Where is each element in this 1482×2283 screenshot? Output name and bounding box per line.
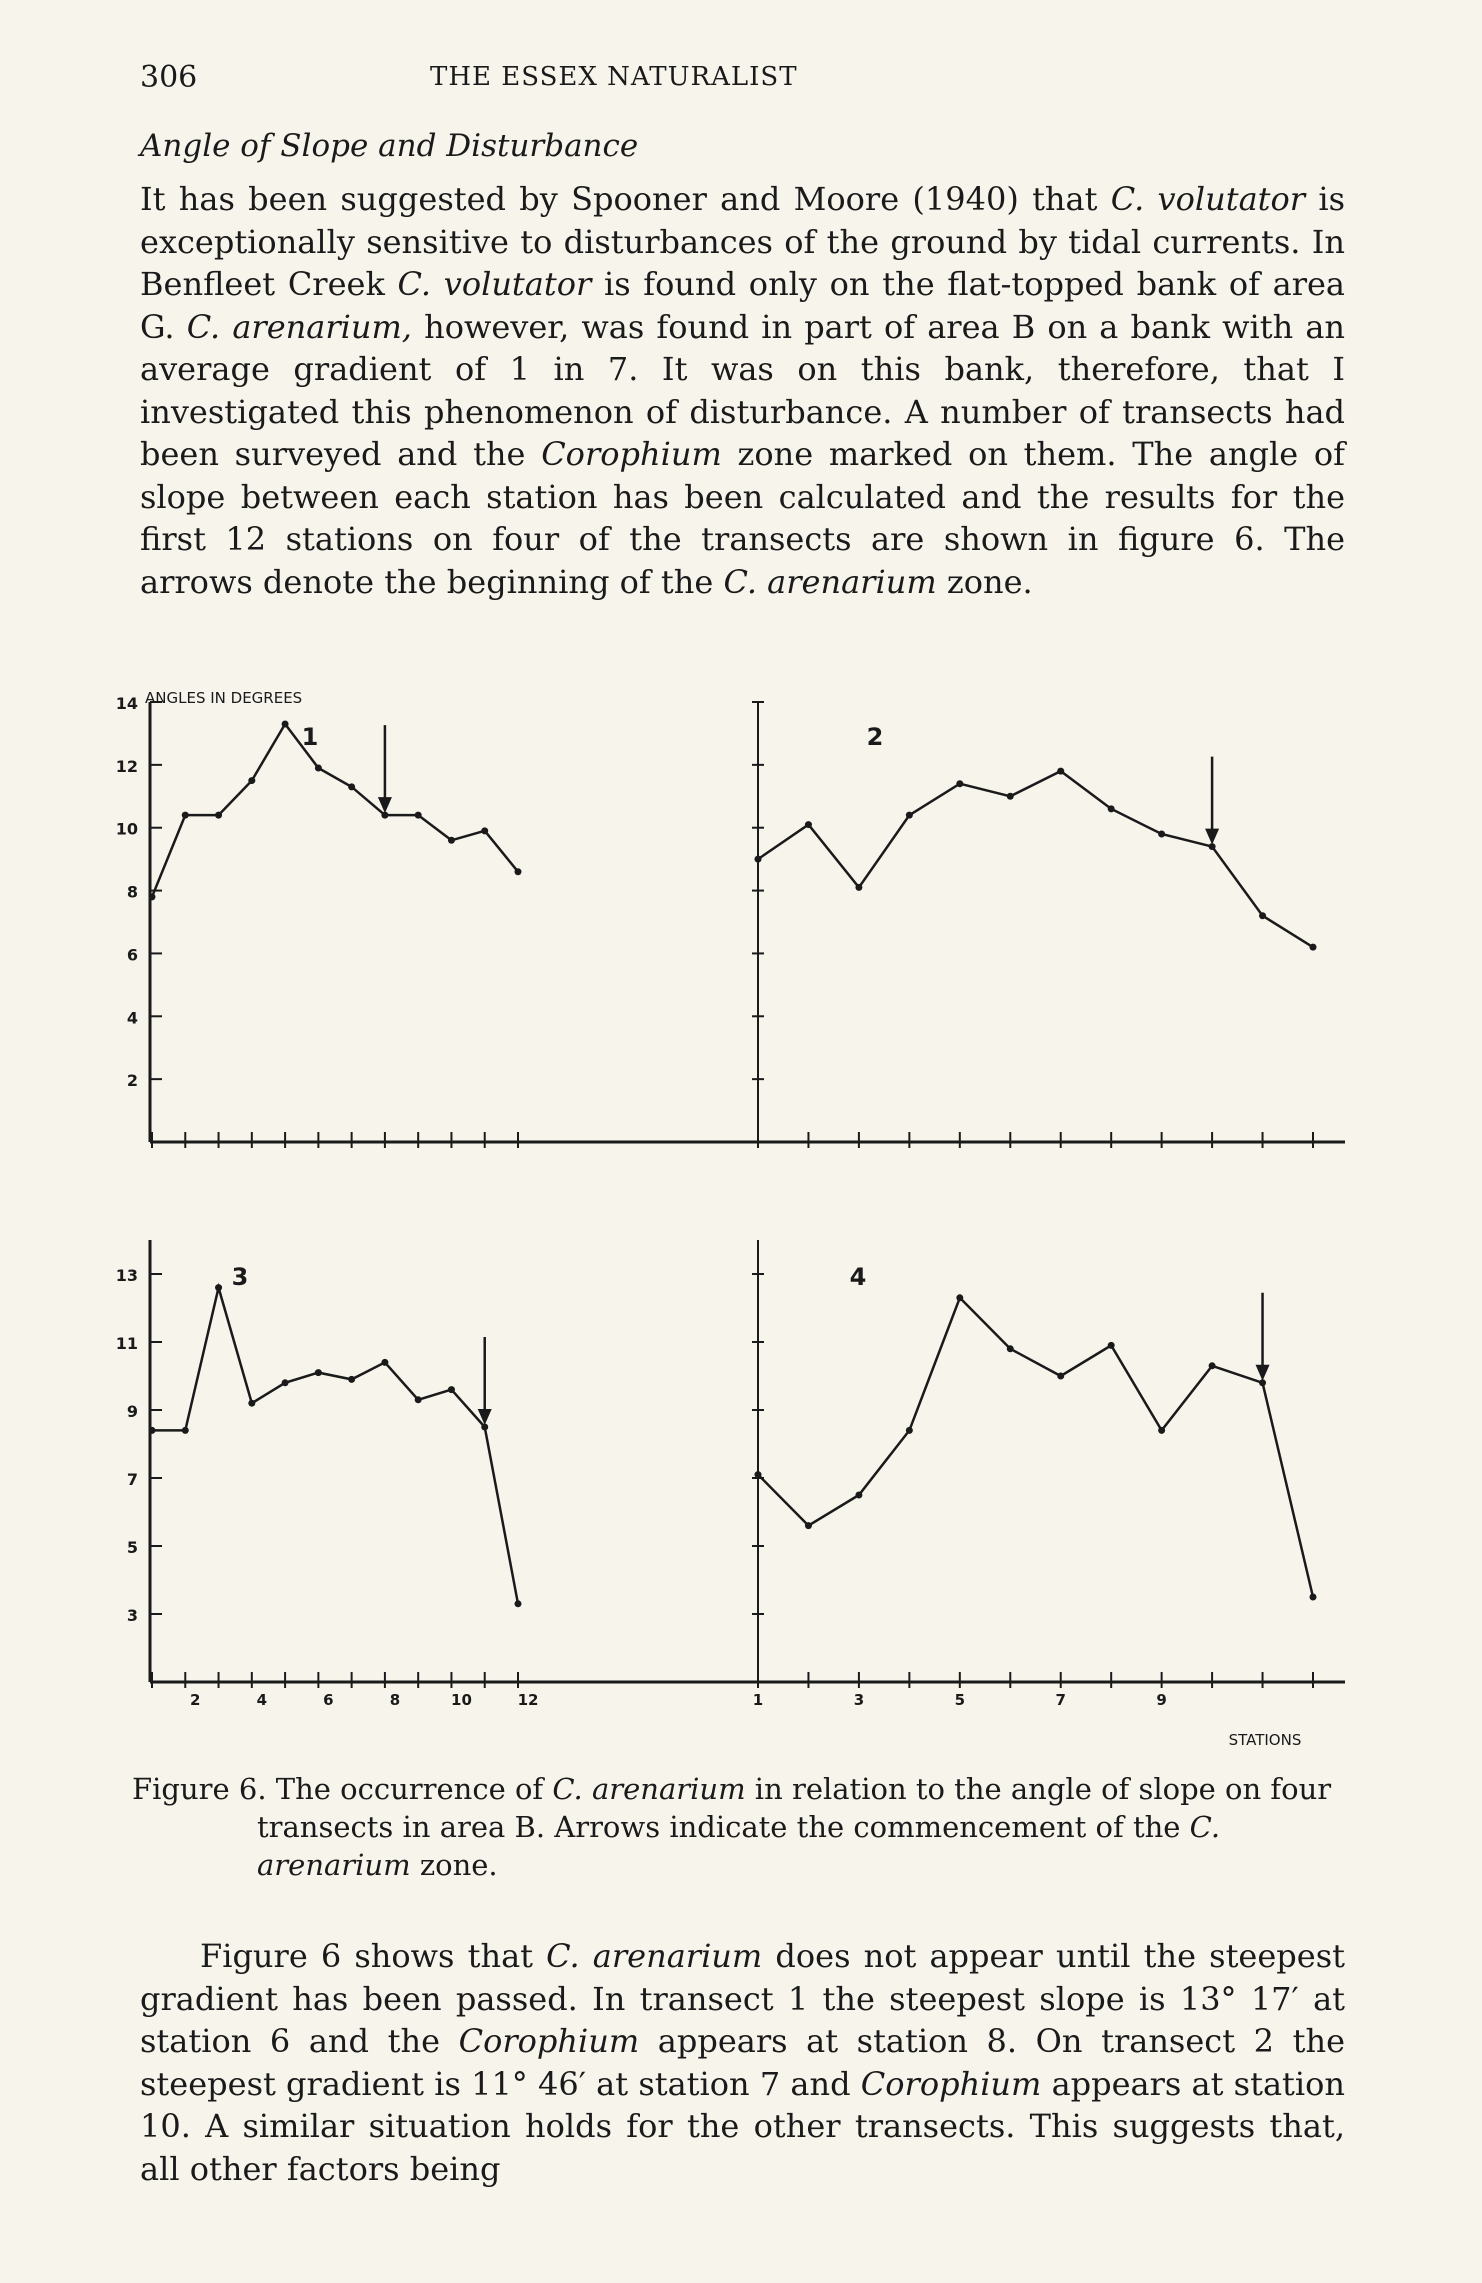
panel-label-1: 1 bbox=[301, 723, 319, 751]
text-run: appears at station 10. A similar situation holds for the other transects. This suggests that, all other factors being bbox=[140, 2064, 1346, 2188]
x-tick-label: 10 bbox=[451, 1691, 472, 1709]
text-run: C. volutator bbox=[1110, 180, 1306, 218]
transect-4-point bbox=[956, 1294, 963, 1301]
figure-caption bbox=[132, 1770, 1347, 1884]
text-run: Figure 6 shows that bbox=[200, 1937, 547, 1975]
text-run: C. arenarium bbox=[723, 562, 937, 601]
y-tick-label: 6 bbox=[126, 945, 138, 965]
transect-2-point bbox=[1259, 912, 1266, 919]
text-run: C. arenarium bbox=[257, 1810, 1221, 1882]
transect-1-point bbox=[448, 837, 455, 844]
x-axis-label: STATIONS bbox=[1228, 1731, 1302, 1749]
page-number: 306 bbox=[140, 60, 198, 95]
transect-1-point bbox=[515, 868, 522, 875]
transect-1-point bbox=[182, 812, 189, 819]
x-tick-label: 9 bbox=[1156, 1691, 1167, 1709]
transect-1-point bbox=[348, 783, 355, 790]
text-run: zone. bbox=[410, 1848, 498, 1882]
transect-2-point bbox=[1007, 793, 1014, 800]
text-run: zone. bbox=[936, 562, 1033, 601]
transect-3-point bbox=[149, 1427, 156, 1434]
transect-4-point bbox=[755, 1471, 762, 1478]
x-tick-label: 4 bbox=[256, 1691, 268, 1709]
transect-2-point bbox=[1310, 944, 1317, 951]
transect-1-point bbox=[315, 765, 322, 772]
transect-3-point bbox=[182, 1427, 189, 1434]
y-tick-label: 14 bbox=[115, 694, 138, 713]
text-run: Corophium bbox=[458, 2022, 640, 2060]
transect-3-point bbox=[248, 1400, 255, 1407]
text-run: Figure 6. The occurrence of bbox=[132, 1772, 553, 1806]
y-tick-label: 7 bbox=[126, 1470, 138, 1489]
transect-3-point bbox=[415, 1396, 422, 1403]
transect-4-point bbox=[1057, 1373, 1064, 1380]
panel-label-3: 3 bbox=[231, 1263, 249, 1291]
y-tick-label: 4 bbox=[126, 1008, 138, 1028]
text-run: C. volutator bbox=[397, 265, 592, 303]
text-run: It has been suggested by Spooner and Moore (1940) that bbox=[140, 180, 1111, 218]
commencement-arrow-head bbox=[1205, 829, 1219, 845]
transect-1-point bbox=[481, 827, 488, 834]
transect-2-point bbox=[956, 780, 963, 787]
y-axis-label: ANGLES IN DEGREES bbox=[145, 689, 303, 707]
transect-4-point bbox=[906, 1427, 913, 1434]
transect-2-point bbox=[855, 884, 862, 891]
transect-2-line bbox=[758, 771, 1313, 947]
paragraph-figure-discussion bbox=[140, 1935, 1345, 2190]
transect-1-point bbox=[149, 893, 156, 900]
transect-3-point bbox=[381, 1359, 388, 1366]
y-tick-label: 10 bbox=[115, 819, 138, 839]
text-run: Corophium bbox=[860, 2064, 1042, 2103]
y-tick-label: 3 bbox=[126, 1606, 138, 1625]
transect-1-point bbox=[415, 812, 422, 819]
y-tick-label: 9 bbox=[126, 1402, 138, 1421]
figure-6 bbox=[100, 685, 1360, 1760]
transect-4-point bbox=[1108, 1342, 1115, 1349]
text-run: does not appear until the steepest gradient has been passed. In transect 1 the steepest slope is 13° 17′ at station 6 and the bbox=[140, 1937, 1346, 2060]
text-run: however, was found in part of area B on a bank with an average gradient of 1 in 7. It was on this bank, therefore, that I investigated this phenomenon of disturbance. A number of transects had been surveyed and the bbox=[140, 307, 1346, 473]
transect-3-point bbox=[515, 1600, 522, 1607]
y-tick-label: 2 bbox=[126, 1071, 138, 1091]
transect-4-point bbox=[1209, 1362, 1216, 1369]
text-run: Corophium bbox=[541, 435, 722, 473]
transect-3-point bbox=[315, 1369, 322, 1376]
y-tick-label: 12 bbox=[115, 756, 138, 776]
x-tick-label: 1 bbox=[752, 1691, 764, 1709]
x-tick-label: 3 bbox=[853, 1691, 865, 1709]
transect-4-point bbox=[1007, 1345, 1014, 1352]
transect-2-point bbox=[1108, 805, 1115, 812]
figure-6-chart bbox=[100, 685, 1360, 1760]
transect-1-line bbox=[152, 724, 518, 897]
text-run: is exceptionally sensitive to disturbances of the ground by tidal currents. In Benfleet Creek bbox=[140, 180, 1346, 303]
text-run: is found only on the flat-topped bank of area G. bbox=[140, 265, 1346, 346]
x-tick-label: 2 bbox=[190, 1691, 201, 1709]
running-head: THE ESSEX NATURALIST bbox=[430, 62, 798, 92]
transect-4-line bbox=[758, 1298, 1313, 1597]
text-run: C. arenarium bbox=[546, 1937, 763, 1975]
transect-4-point bbox=[1310, 1594, 1317, 1601]
transect-3-point bbox=[348, 1376, 355, 1383]
text-run: C. arenarium bbox=[552, 1772, 746, 1806]
x-tick-label: 6 bbox=[323, 1691, 334, 1709]
x-tick-label: 7 bbox=[1055, 1691, 1066, 1709]
transect-2-point bbox=[906, 812, 913, 819]
transect-2-point bbox=[1057, 768, 1064, 775]
transect-3-line bbox=[152, 1288, 518, 1604]
y-tick-label: 13 bbox=[115, 1266, 138, 1285]
y-tick-label: 8 bbox=[126, 882, 138, 902]
transect-1-point bbox=[215, 812, 222, 819]
panel-label-4: 4 bbox=[849, 1263, 867, 1291]
section-title: Angle of Slope and Disturbance bbox=[140, 128, 639, 164]
transect-3-point bbox=[215, 1284, 222, 1291]
transect-2-point bbox=[1158, 831, 1165, 838]
text-run: appears at station 8. On transect 2 the steepest gradient is 11° 46′ at station 7 and bbox=[140, 2022, 1346, 2103]
y-tick-label: 11 bbox=[115, 1334, 138, 1353]
text-run: in relation to the angle of slope on four transects in area B. Arrows indicate the commencement of the bbox=[257, 1772, 1332, 1844]
transect-1-point bbox=[282, 721, 289, 728]
commencement-arrow-head bbox=[1256, 1365, 1270, 1381]
x-tick-label: 5 bbox=[954, 1691, 966, 1709]
x-tick-label: 8 bbox=[389, 1691, 401, 1709]
text-run: zone marked on them. The angle of slope between each station has been calculated and the results for the first 12 stations on four of the transects are shown in figure 6. The arrows denote the beginning of the bbox=[140, 435, 1346, 601]
transect-4-point bbox=[855, 1492, 862, 1499]
transect-4-point bbox=[805, 1522, 812, 1529]
transect-3-point bbox=[282, 1379, 289, 1386]
transect-3-point bbox=[448, 1386, 455, 1393]
x-tick-label: 12 bbox=[517, 1691, 539, 1709]
panel-label-2: 2 bbox=[866, 723, 884, 751]
paragraph-angle-of-slope bbox=[140, 178, 1345, 603]
text-run: C. arenarium, bbox=[186, 307, 412, 346]
transect-4-point bbox=[1158, 1427, 1165, 1434]
y-tick-label: 5 bbox=[126, 1538, 138, 1557]
transect-2-point bbox=[805, 821, 812, 828]
page-header bbox=[140, 60, 1340, 100]
transect-1-point bbox=[248, 777, 255, 784]
transect-2-point bbox=[755, 856, 762, 863]
